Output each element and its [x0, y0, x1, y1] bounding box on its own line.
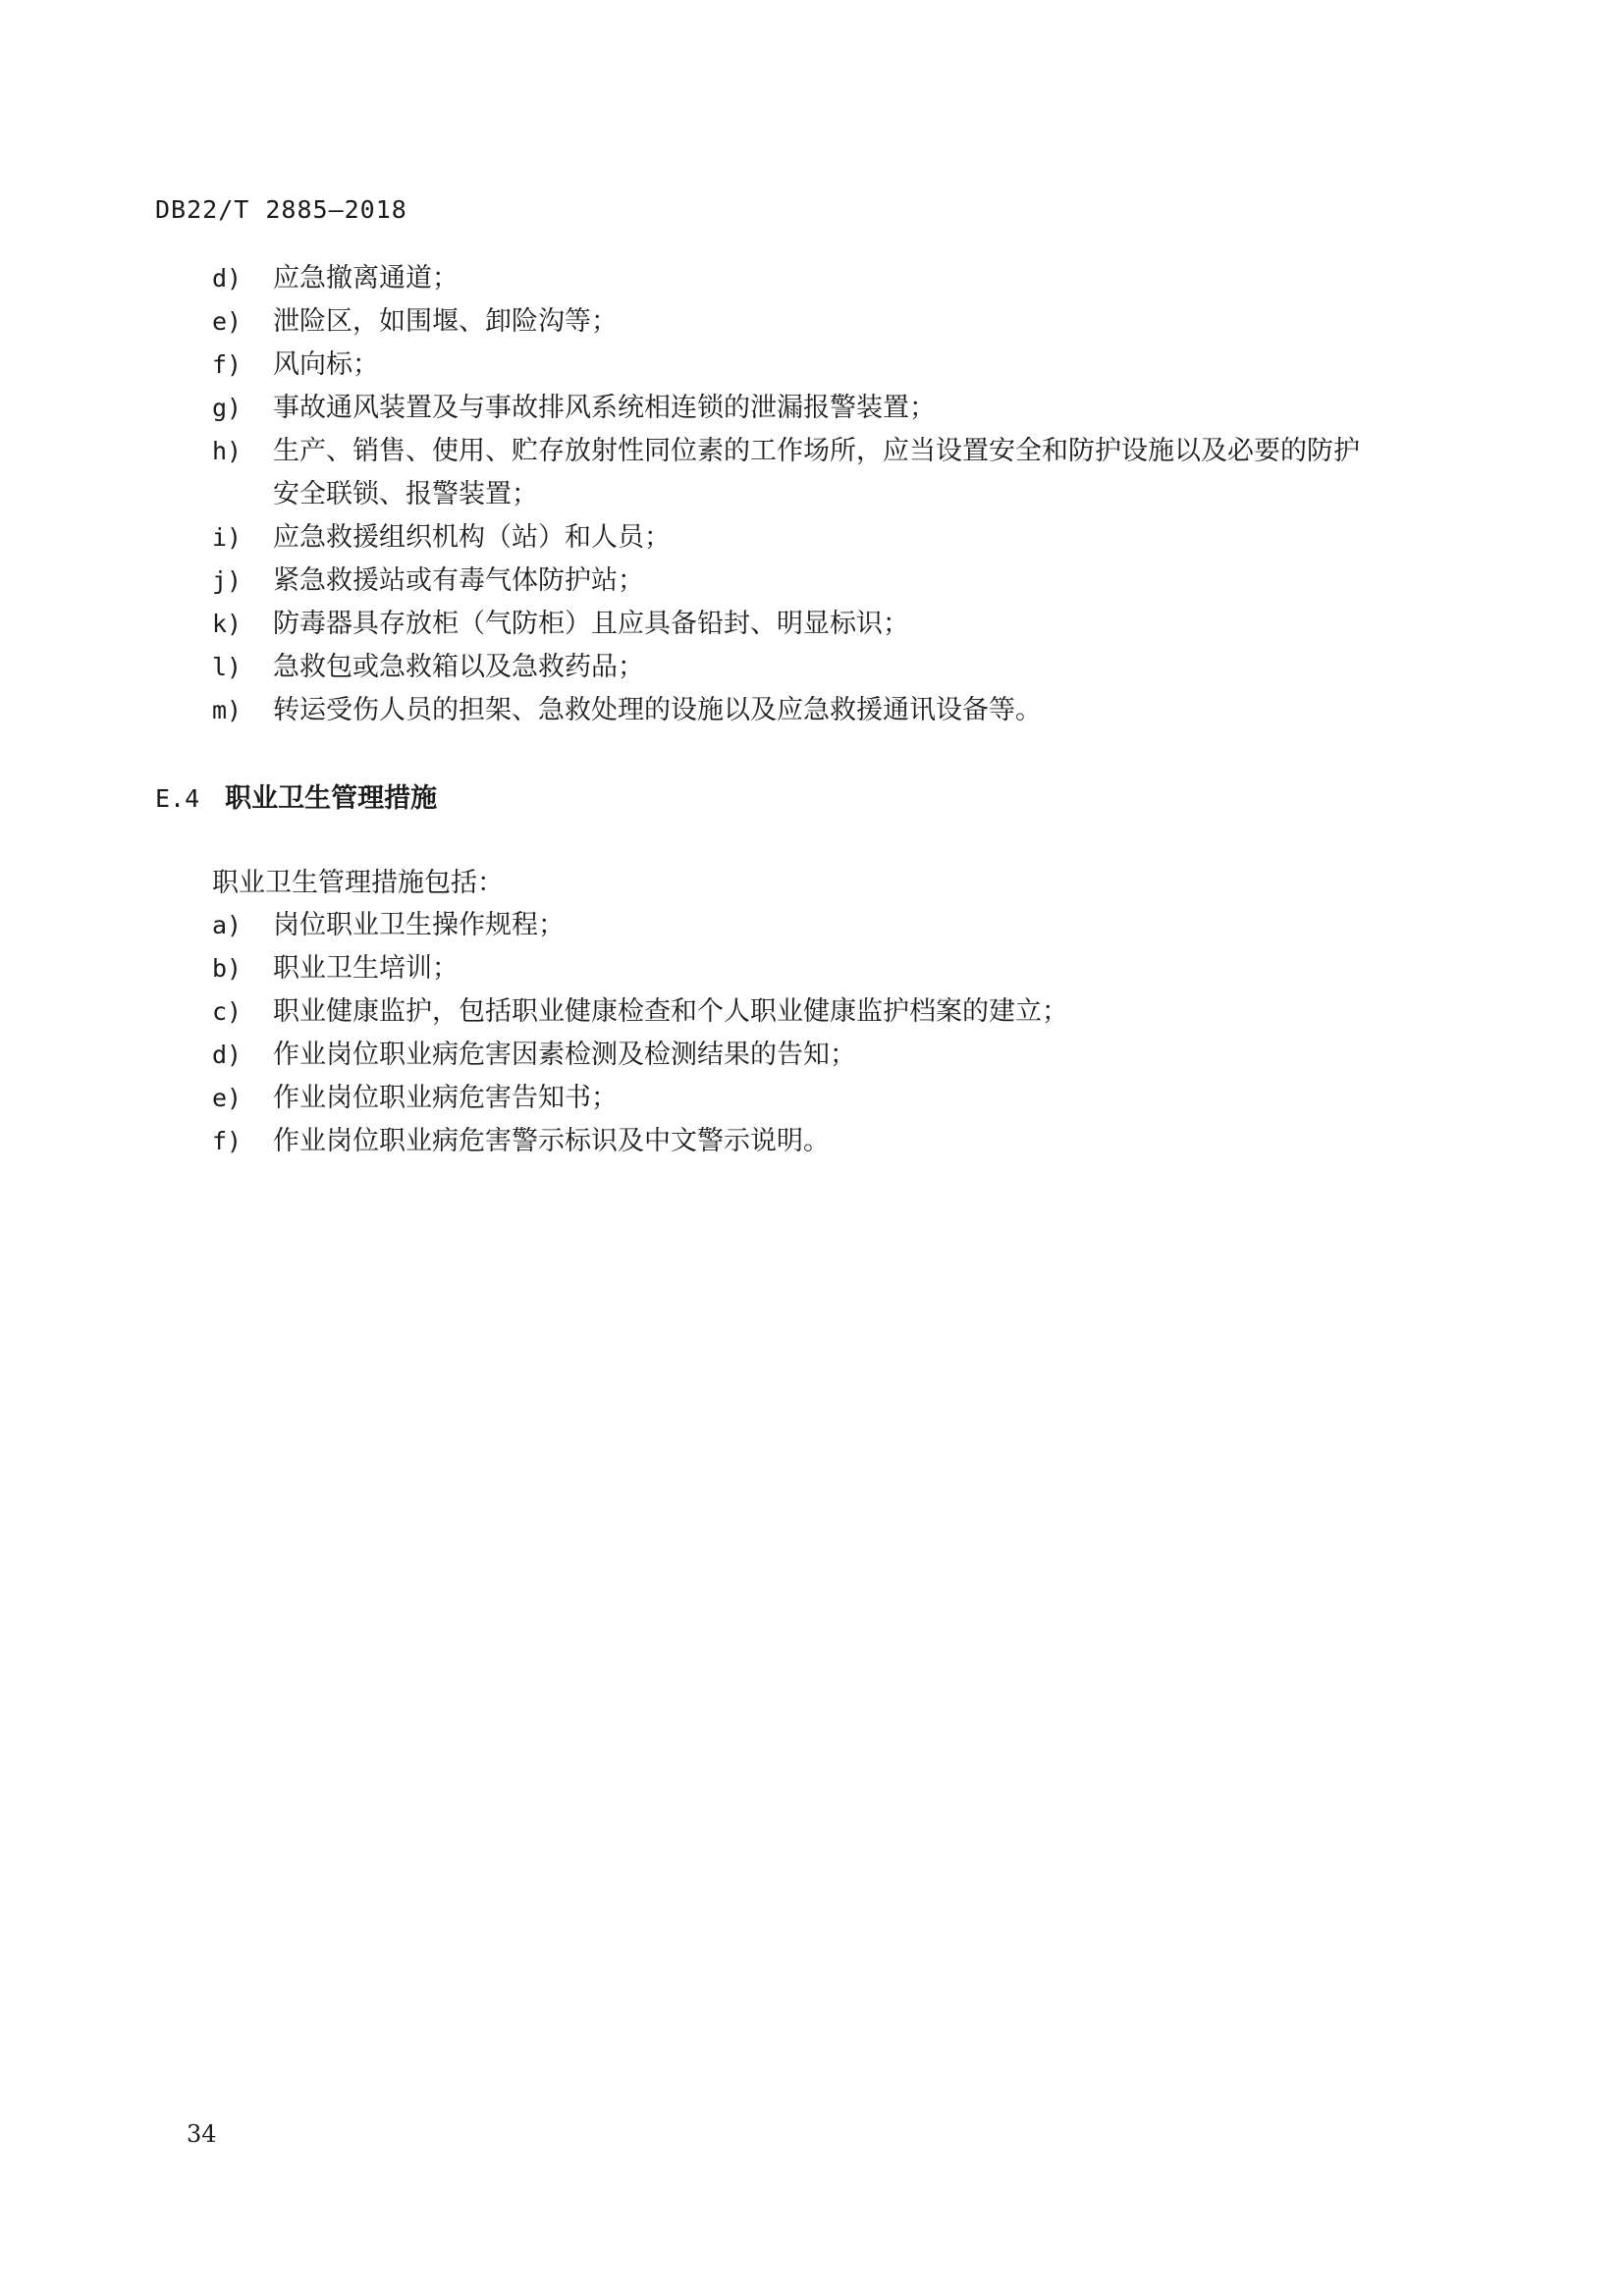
list-marker: f): [212, 1127, 243, 1155]
list-text: 紧急救援站或有毒气体防护站；: [273, 565, 644, 596]
list-item: [212, 1077, 618, 1120]
list-marker: j): [212, 566, 243, 595]
list-item: [212, 1120, 830, 1163]
list-text: 泄险区，如围堰、卸险沟等；: [273, 306, 618, 337]
list-text: 事故通风装置及与事故排风系统相连锁的泄漏报警装置；: [273, 393, 936, 423]
list-text: 作业岗位职业病危害告知书；: [273, 1083, 618, 1113]
list-item: [212, 516, 671, 560]
list-text: 作业岗位职业病危害警示标识及中文警示说明。: [273, 1126, 830, 1156]
list-item: [212, 990, 1068, 1034]
list-item: [212, 904, 565, 947]
list-marker: e): [212, 1084, 243, 1112]
document-code: DB22/T 2885—2018: [155, 195, 407, 224]
list-marker: e): [212, 307, 243, 336]
list-marker: h): [212, 437, 243, 465]
list-text: 职业卫生培训；: [273, 953, 459, 984]
list-marker: k): [212, 610, 243, 638]
list-item: [212, 603, 909, 646]
list-marker: l): [212, 653, 243, 681]
list-marker: d): [212, 1041, 243, 1069]
list-marker: d): [212, 264, 243, 293]
list-item: [212, 344, 379, 387]
list-item: [212, 947, 459, 990]
list-marker: g): [212, 394, 243, 422]
list-text: 应急救援组织机构（站）和人员；: [273, 522, 671, 553]
list-text: 职业健康监护，包括职业健康检查和个人职业健康监护档案的建立；: [273, 996, 1068, 1027]
section-title: 职业卫生管理措施: [225, 783, 438, 814]
list-item: [212, 387, 936, 430]
list-text: 生产、销售、使用、贮存放射性同位素的工作场所，应当设置安全和防护设施以及必要的防护: [273, 436, 1360, 466]
section-number: E.4: [155, 784, 200, 813]
list-item: [212, 560, 644, 603]
section-heading: [155, 776, 437, 815]
list-item: [212, 257, 459, 300]
list-text: 防毒器具存放柜（气防柜）且应具备铅封、明显标识；: [273, 609, 909, 639]
page-number: 34: [187, 2120, 217, 2148]
list-item: [212, 689, 1042, 732]
list-text: 风向标；: [273, 349, 379, 380]
list-item: [212, 646, 644, 689]
section-intro: 职业卫生管理措施包括：: [212, 868, 504, 898]
list-marker: f): [212, 350, 243, 379]
list-marker: a): [212, 911, 243, 939]
list-text: 应急撤离通道；: [273, 263, 459, 294]
list-text: 转运受伤人员的担架、急救处理的设施以及应急救援通讯设备等。: [273, 695, 1042, 725]
list-item: [212, 300, 618, 344]
list-marker: b): [212, 954, 243, 983]
list-marker: m): [212, 696, 243, 724]
list-text-continued: 安全联锁、报警装置；: [273, 479, 538, 509]
list-marker: i): [212, 523, 243, 552]
list-text: 岗位职业卫生操作规程；: [273, 910, 565, 940]
list-text: 作业岗位职业病危害因素检测及检测结果的告知；: [273, 1040, 856, 1070]
list-marker: c): [212, 997, 243, 1026]
list-item: [212, 1034, 856, 1077]
list-item: [212, 430, 1360, 516]
list-text: 急救包或急救箱以及急救药品；: [273, 652, 644, 682]
